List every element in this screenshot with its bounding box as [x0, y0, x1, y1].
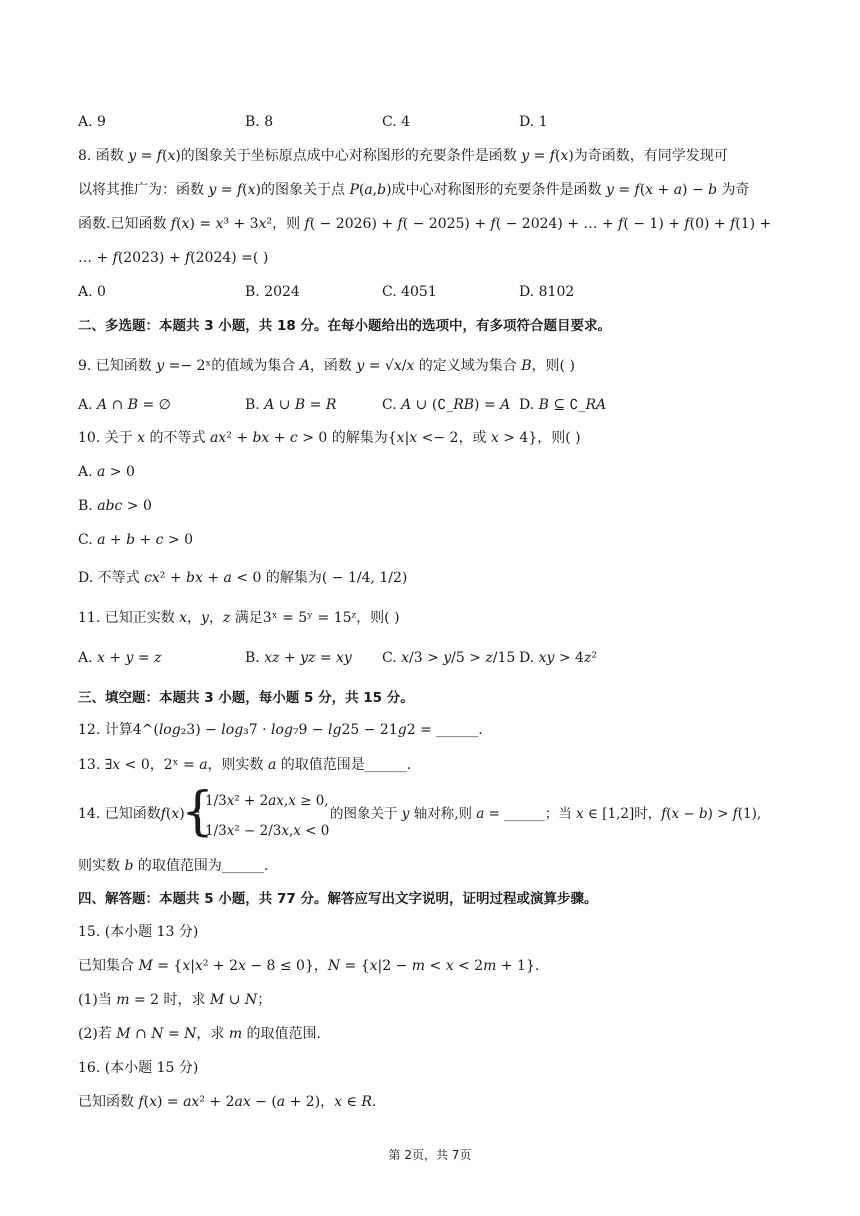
q7-option-b: B. 8 — [245, 114, 274, 130]
q10-stem: 10. 关于 𝑥 的不等式 𝑎𝑥² + 𝑏𝑥 + 𝑐 > 0 的解集为{𝑥|𝑥 <− 2，或 𝑥 > 4}，则( ) — [78, 430, 581, 446]
q8-option-b: B. 2024 — [245, 284, 300, 300]
q9-option-b: B. 𝐴 ∪ 𝐵 = 𝑅 — [245, 397, 337, 413]
q10-option-d: D. 不等式 𝑐𝑥² + 𝑏𝑥 + 𝑎 < 0 的解集为( − 1/4, 1/2) — [78, 570, 408, 586]
q7-option-d: D. 1 — [519, 114, 548, 130]
page-footer: 第 2页，共 7页 — [388, 1148, 472, 1162]
q11-option-a: A. 𝑥 + 𝑦 = 𝑧 — [78, 650, 162, 666]
q16-given: 已知函数 𝑓(𝑥) = 𝑎𝑥² + 2𝑎𝑥 − (𝑎 + 2)，𝑥 ∈ 𝑅. — [78, 1094, 377, 1110]
q14-suffix: 的图象关于 𝑦 轴对称,则 𝑎 = ______；当 𝑥 ∈ [1,2]时，𝑓(𝑥 − 𝑏) > 𝑓(1), — [330, 806, 762, 822]
q10-option-a: A. 𝑎 > 0 — [78, 464, 135, 480]
q15-heading: 15. (本小题 13 分) — [78, 924, 199, 940]
q10-option-b: B. 𝑎𝑏𝑐 > 0 — [78, 498, 152, 514]
q8-line-3: 函数.已知函数 𝑓(𝑥) = 𝑥³ + 3𝑥²，则 𝑓( − 2026) + 𝑓( − 2025) + 𝑓( − 2024) + … + 𝑓( − 1) + 𝑓(0) + 𝑓(1) + — [78, 216, 772, 232]
q9-option-a: A. 𝐴 ∩ 𝐵 = ∅ — [78, 397, 171, 413]
q9-option-d: D. 𝐵 ⊆ ∁_𝑅𝐴 — [519, 397, 607, 413]
q14-case-1: 1/3𝑥² + 2𝑎𝑥,𝑥 ≥ 0, — [205, 793, 329, 809]
q11-option-b: B. 𝑥𝑧 + 𝑦𝑧 = 𝑥𝑦 — [245, 650, 352, 666]
q15-part-2: (2)若 𝑀 ∩ 𝑁 = 𝑁，求 𝑚 的取值范围. — [78, 1026, 322, 1042]
q12-text: 12. 计算4^(𝑙𝑜𝑔₂3) − 𝑙𝑜𝑔₃7 · 𝑙𝑜𝑔₇9 − 𝑙𝑔25 − 21𝑔2 = ______. — [78, 722, 483, 738]
q9-stem: 9. 已知函数 𝑦 =− 2ˣ的值域为集合 𝐴，函数 𝑦 = √𝑥/𝑥 的定义域为集合 𝐵，则( ) — [78, 358, 575, 374]
q11-option-d: D. 𝑥𝑦 > 4𝑧² — [519, 650, 597, 666]
q8-line-4: … + 𝑓(2023) + 𝑓(2024) =( ) — [78, 250, 269, 266]
section-heading-multiple-choice: 二、多选题：本题共 3 小题，共 18 分。在每小题给出的选项中，有多项符合题目要求。 — [78, 318, 611, 334]
q13-text: 13. ∃𝑥 < 0，2ˣ = 𝑎，则实数 𝑎 的取值范围是______. — [78, 757, 412, 773]
q16-heading: 16. (本小题 15 分) — [78, 1060, 199, 1076]
q8-line-1: 8. 函数 𝑦 = 𝑓(𝑥)的图象关于坐标原点成中心对称图形的充要条件是函数 𝑦 = 𝑓(𝑥)为奇函数，有同学发现可 — [78, 148, 728, 164]
q11-stem: 11. 已知正实数 𝑥，𝑦，𝑧 满足3ˣ = 5ʸ = 15ᶻ，则( ) — [78, 610, 400, 626]
q15-given: 已知集合 𝑀 = {𝑥|𝑥² + 2𝑥 − 8 ≤ 0}，𝑁 = {𝑥|2 − 𝑚 < 𝑥 < 2𝑚 + 1}. — [78, 958, 540, 974]
q14-line-2: 则实数 𝑏 的取值范围为______. — [78, 858, 269, 874]
q14-prefix: 14. 已知函数𝑓(𝑥) = — [78, 806, 201, 822]
section-heading-solutions: 四、解答题：本题共 5 小题，共 77 分。解答应写出文字说明，证明过程或演算步骤。 — [78, 891, 598, 907]
q7-option-a: A. 9 — [78, 114, 106, 130]
q8-option-a: A. 0 — [78, 284, 106, 300]
q14-case-2: 1/3𝑥² − 2/3𝑥,𝑥 < 0 — [205, 823, 330, 839]
q9-option-c: C. 𝐴 ∪ (∁_𝑅𝐵) = 𝐴 — [382, 397, 511, 413]
q11-option-c: C. 𝑥/3 > 𝑦/5 > 𝑧/15 — [382, 650, 516, 666]
q15-part-1: (1)当 𝑚 = 2 时，求 𝑀 ∪ 𝑁； — [78, 992, 272, 1008]
q8-line-2: 以将其推广为：函数 𝑦 = 𝑓(𝑥)的图象关于点 𝑃(𝑎,𝑏)成中心对称图形的充要条件是函数 𝑦 = 𝑓(𝑥 + 𝑎) − 𝑏 为奇 — [78, 182, 750, 198]
q10-option-c: C. 𝑎 + 𝑏 + 𝑐 > 0 — [78, 532, 194, 548]
q8-option-d: D. 8102 — [519, 284, 575, 300]
piecewise-brace: { — [181, 782, 215, 842]
q8-option-c: C. 4051 — [382, 284, 437, 300]
section-heading-fill-in: 三、填空题：本题共 3 小题，每小题 5 分，共 15 分。 — [78, 690, 414, 706]
q7-option-c: C. 4 — [382, 114, 411, 130]
